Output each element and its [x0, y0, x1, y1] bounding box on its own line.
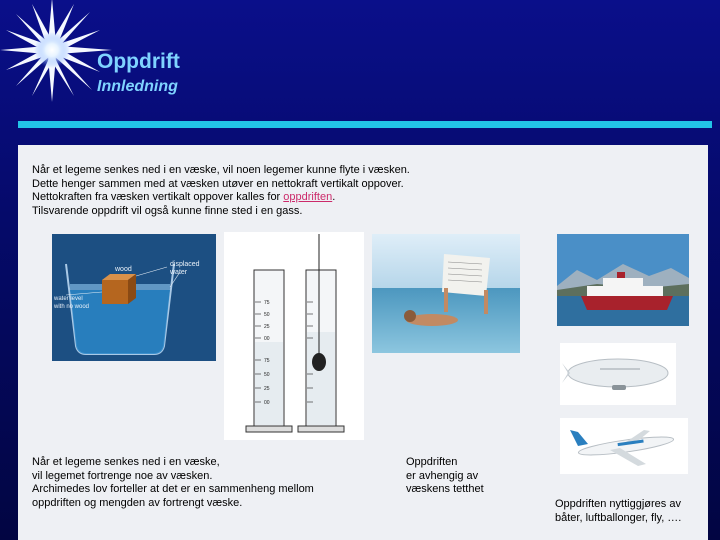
ship-photo [557, 234, 689, 326]
density-line: væskens tetthet [406, 483, 484, 495]
slide-subtitle: Innledning [97, 78, 178, 95]
scale-label: 75 [264, 358, 270, 364]
wood-label: wood [115, 266, 132, 273]
density-line: er avhengig av [406, 469, 479, 482]
intro-line: Nettokraften fra væsken vertikalt oppover kalles for oppdriften. [32, 191, 336, 203]
archimedes-diagram [52, 234, 216, 361]
displaced-water-label: displaced [170, 261, 200, 268]
airship-photo [560, 343, 676, 405]
intro-line: Tilsvarende oppdrift vil også kunne finne sted i en gass. [32, 204, 303, 217]
oppdriften-link[interactable]: oppdriften [283, 191, 333, 203]
uses-text [555, 498, 681, 525]
airplane-photo [560, 418, 688, 474]
archimedes-text [32, 456, 314, 510]
scale-label: 00 [264, 400, 270, 406]
intro-text [32, 164, 410, 218]
graduated-cylinders-image [224, 232, 364, 440]
archimedes-line: Når et legeme senkes ned i en væske, [32, 456, 220, 468]
uses-line: Oppdriften nyttiggjøres av [555, 498, 681, 510]
archimedes-line: Archimedes lov forteller at det er en sammenheng mellom [32, 483, 314, 495]
displaced-water-label: water [170, 269, 188, 276]
title-divider [18, 121, 712, 128]
floating-person-photo [372, 234, 520, 353]
archimedes-line: oppdriften og mengden av fortrengt væske. [32, 496, 243, 509]
scale-label: 00 [264, 336, 270, 342]
scale-label: 75 [264, 300, 270, 306]
scale-label: 50 [264, 372, 270, 378]
scale-label: 25 [264, 324, 270, 330]
slide-title: Oppdrift [97, 50, 180, 73]
intro-line: Når et legeme senkes ned i en væske, vil noen legemer kunne flyte i væsken. [32, 164, 410, 176]
water-level-label: water level [54, 296, 83, 302]
archimedes-line: vil legemet fortrenge noe av væsken. [32, 469, 213, 482]
uses-line: båter, luftballonger, fly, …. [555, 511, 682, 524]
scale-label: 25 [264, 386, 270, 392]
water-level-label: with no wood [54, 304, 90, 310]
density-text [406, 456, 484, 497]
scale-label: 50 [264, 312, 270, 318]
density-line: Oppdriften [406, 456, 458, 468]
intro-line: Dette henger sammen med at væsken utøver en nettokraft vertikalt oppover. [32, 177, 404, 190]
